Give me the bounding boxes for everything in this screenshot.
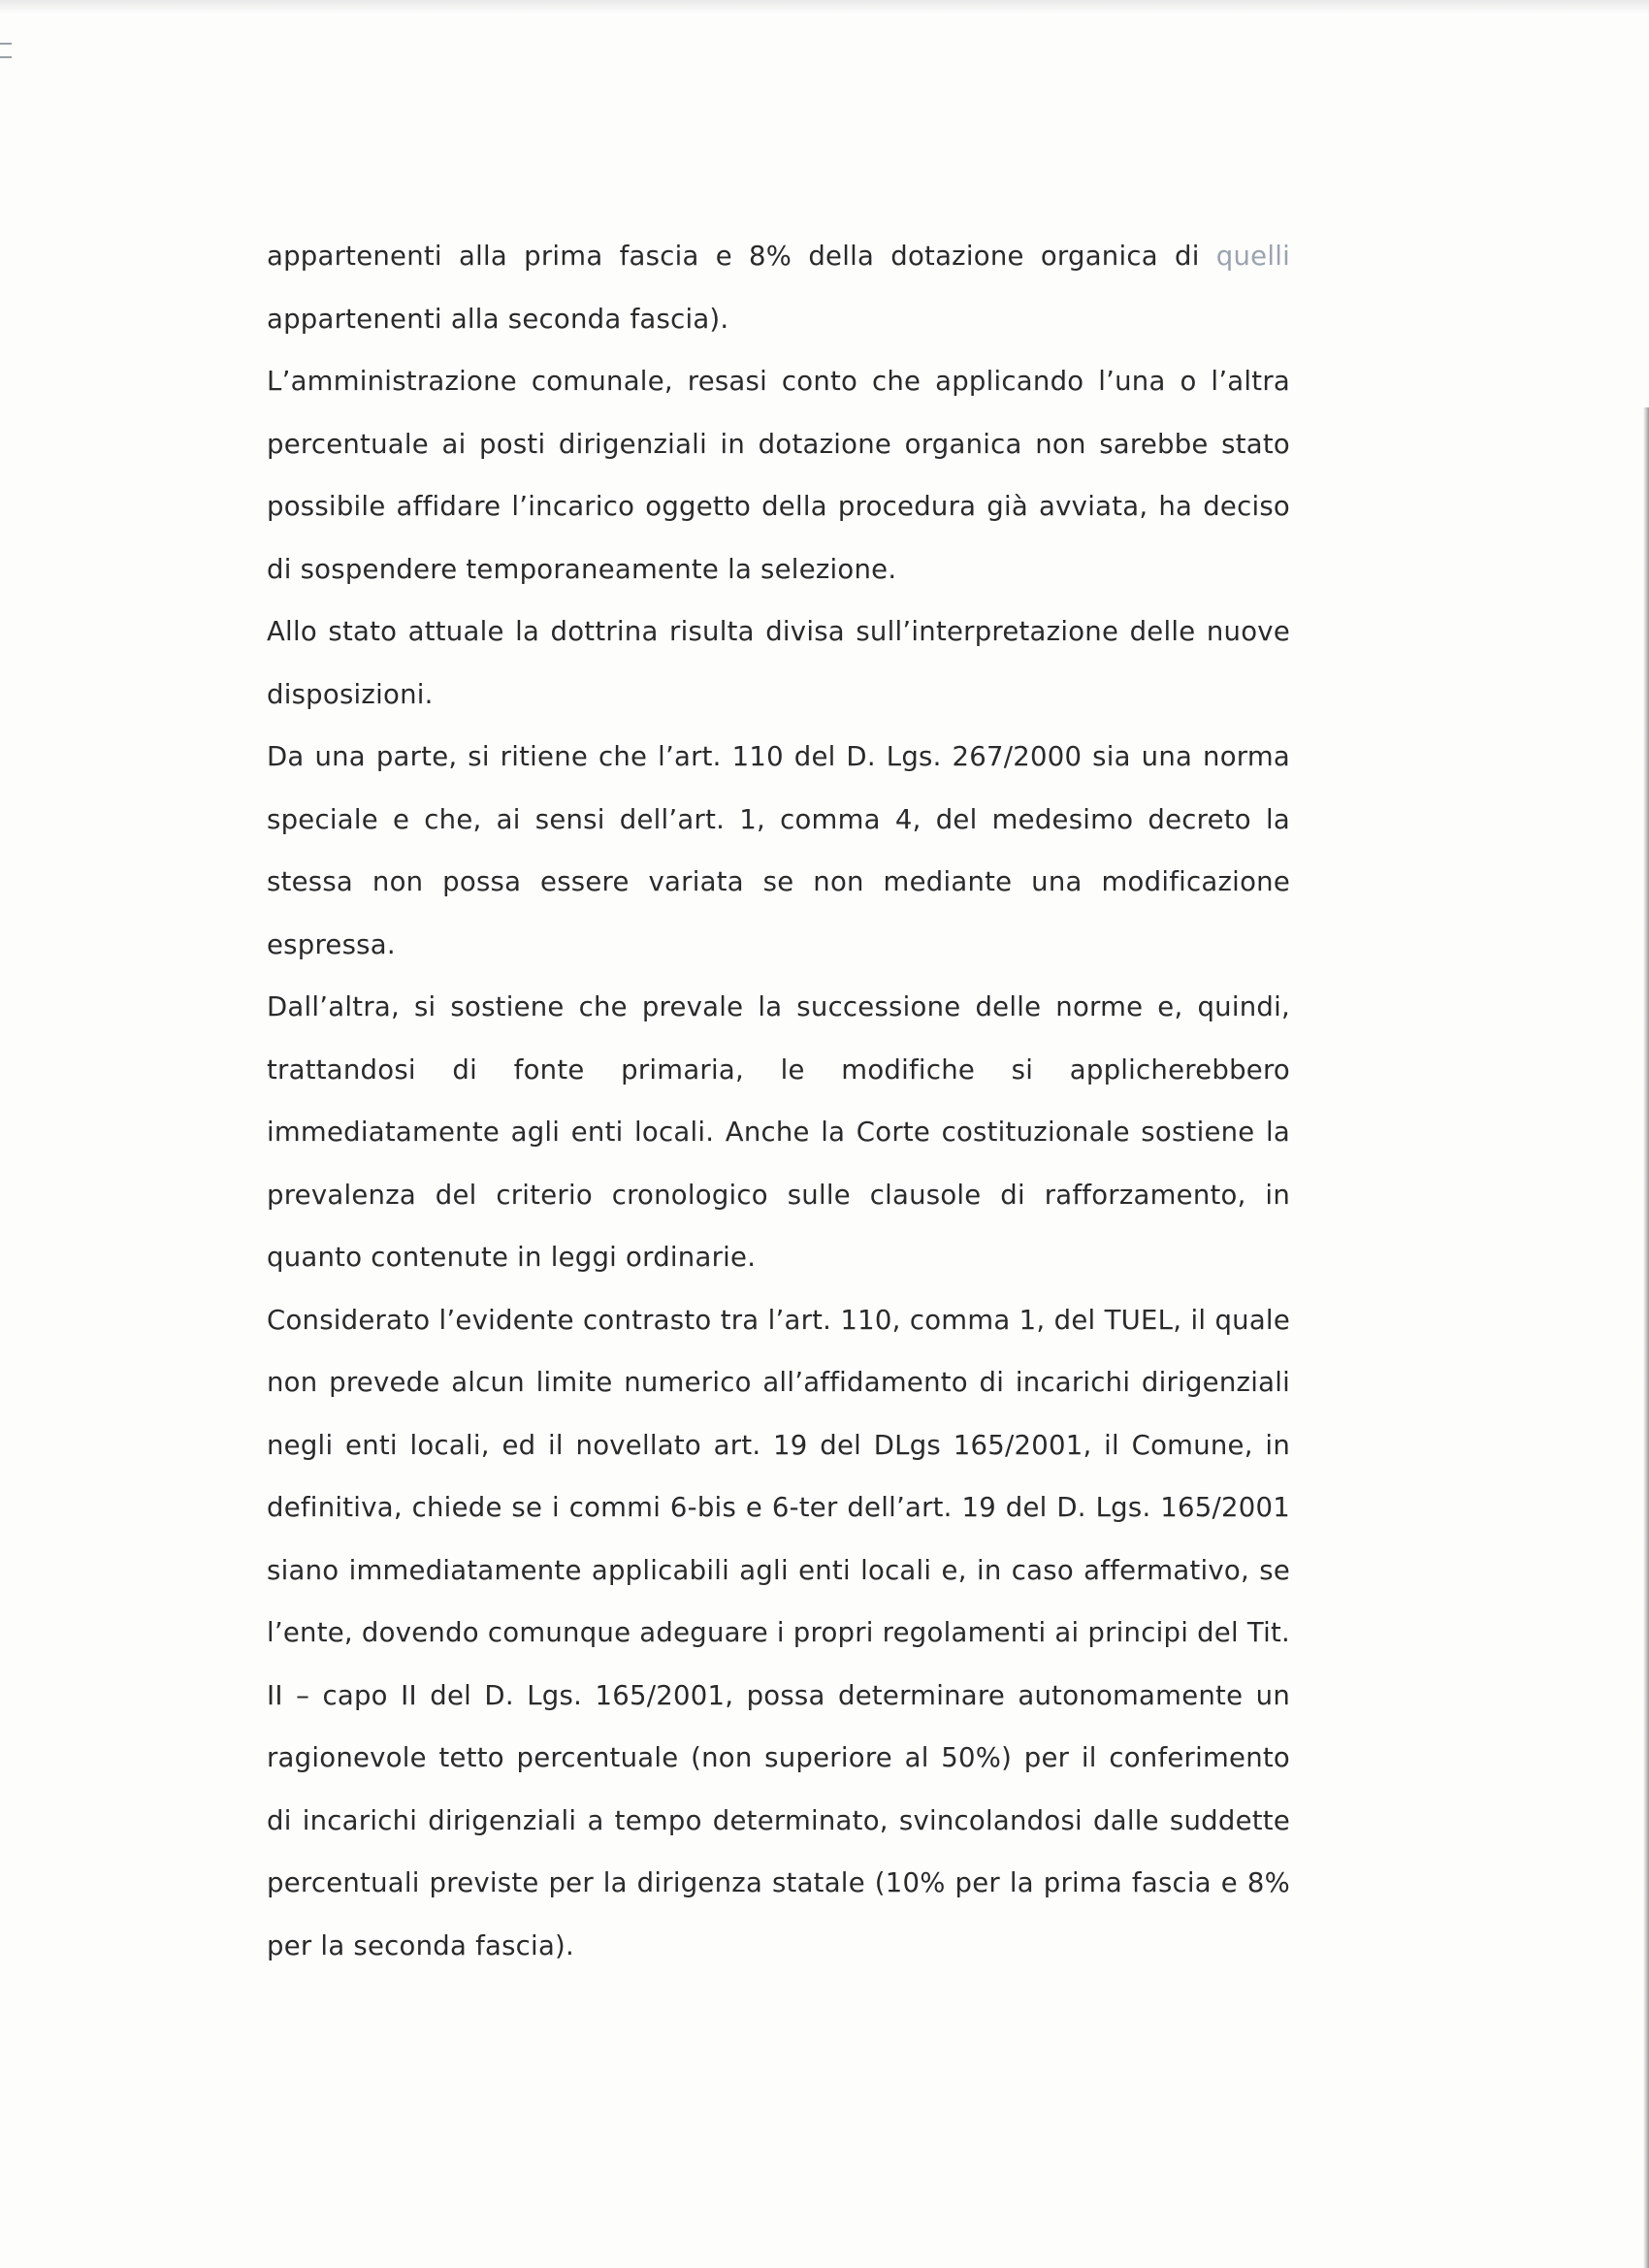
paragraph-6: Considerato l’evidente contrasto tra l’art. 110, comma 1, del TUEL, il quale non prevede alcun limite numerico all’affidamento di incarichi dirigenziali negli enti locali, ed il novellato art. 19 del DLgs 165/2001, il Comune, in definitiva, chiede se i commi 6-bis e 6-ter dell’art. 19 del D. Lgs. 165/2001 siano immediatamente applicabili agli enti locali e, in caso affermativo, se l’ente, dovendo comunque adeguare i propri regolamenti ai principi del Tit. II – capo II del D. Lgs. 165/2001, possa determinare autonomamente un ragionevole tetto percentuale (non superiore al 50%) per il conferimento di incarichi dirigenziali a tempo determinato, svincolandosi dalle suddette percentuali previste per la dirigenza statale (10% per la prima fascia e 8% per la seconda fascia). xyxy=(267,1304,1290,1961)
top-edge-shadow xyxy=(0,0,1649,14)
paragraph-3: Allo stato attuale la dottrina risulta divisa sull’interpretazione delle nuove disposizioni. xyxy=(267,616,1290,710)
paragraph-1-faded-word: quelli xyxy=(1215,241,1290,272)
paragraph-1 xyxy=(267,225,1290,288)
paragraph-2: L’amministrazione comunale, resasi conto che applicando l’una o l’altra percentuale ai posti dirigenziali in dotazione organica non sarebbe stato possibile affidare l’incarico oggetto della procedura già avviata, ha deciso di sospendere temporaneamente la selezione. xyxy=(267,366,1290,585)
paragraph-4: Da una parte, si ritiene che l’art. 110 del D. Lgs. 267/2000 sia una norma speciale e che, ai sensi dell’art. 1, comma 4, del medesimo decreto la stessa non possa essere variata se non mediante una modificazione espressa. xyxy=(267,741,1290,960)
document-body xyxy=(267,225,1290,1977)
paragraph-5: Dall’altra, si sostiene che prevale la successione delle norme e, quindi, trattandosi di fonte primaria, le modifiche si applicherebbero immediatamente agli enti locali. Anche la Corte costituzionale sostiene la prevalenza del criterio cronologico sulle clausole di rafforzamento, in quanto contenute in leggi ordinarie. xyxy=(267,991,1290,1273)
paragraph-1-continuation: appartenenti alla seconda fascia). xyxy=(267,303,729,335)
paragraph-1-text: appartenenti alla prima fascia e 8% della dotazione organica di xyxy=(267,241,1216,272)
right-edge-shadow xyxy=(1643,407,1649,2268)
binding-mark xyxy=(0,43,12,58)
